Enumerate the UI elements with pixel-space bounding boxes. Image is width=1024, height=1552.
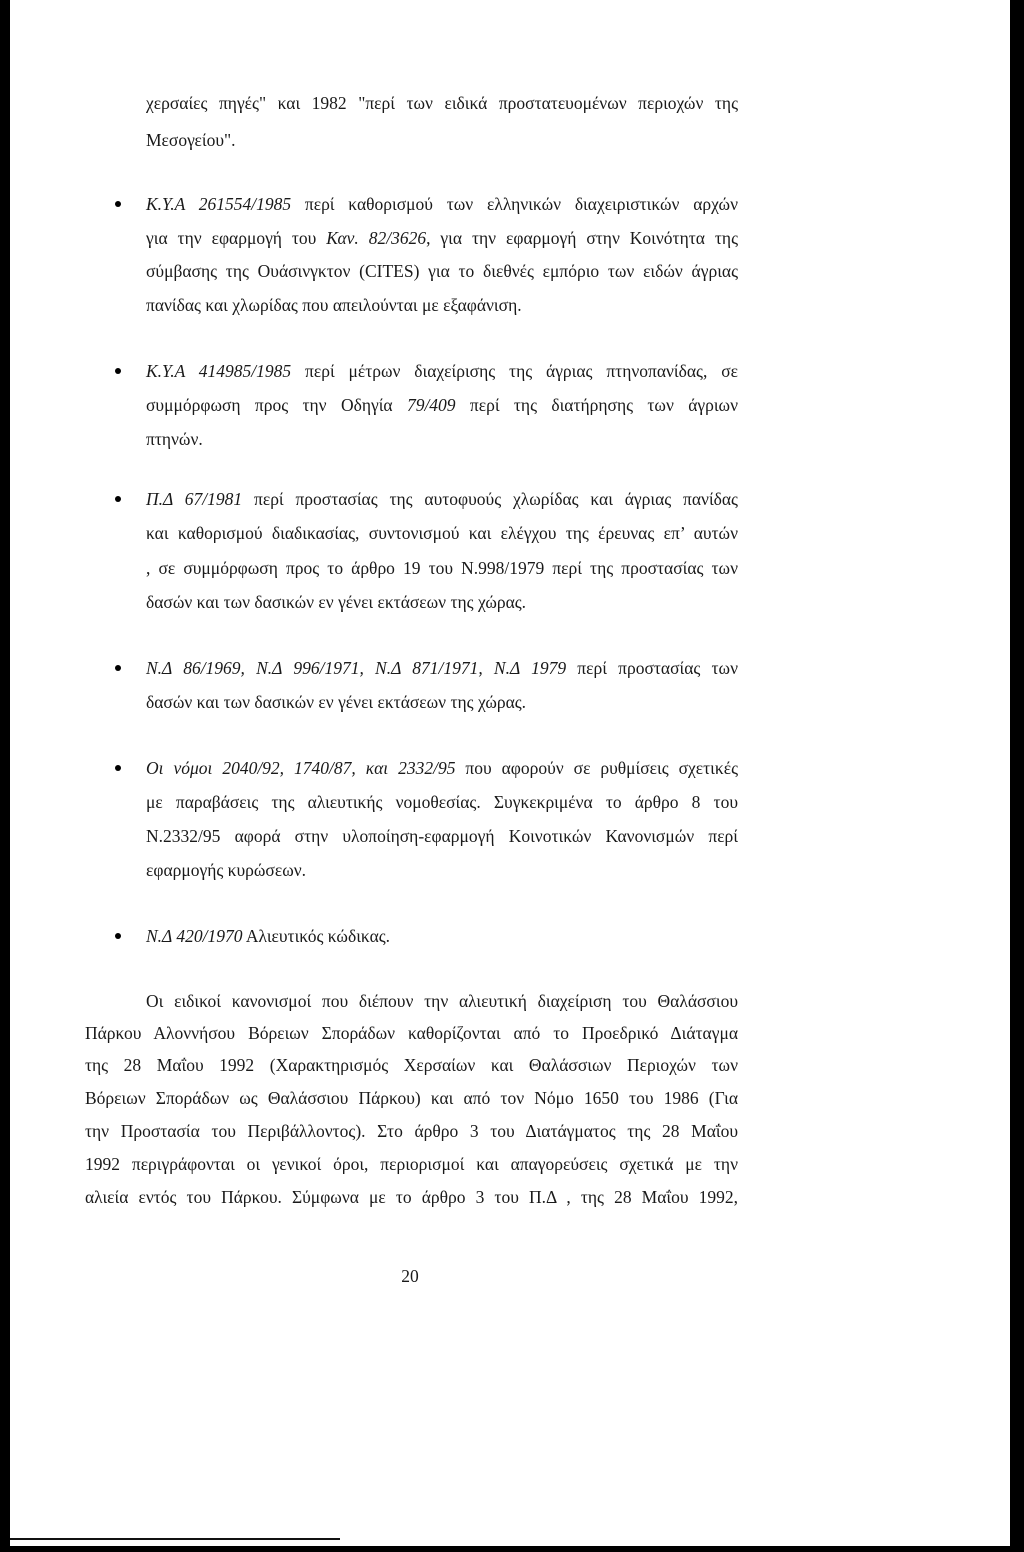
bullet-3-line-3: , σε συμμόρφωση προς το άρθρο 19 του Ν.998/1979 περί της προστασίας των	[146, 558, 738, 578]
bullet-5-line-4: εφαρμογής κυρώσεων.	[146, 860, 306, 880]
bullet-dot	[115, 201, 121, 207]
bullet-dot	[115, 765, 121, 771]
scan-border-left	[0, 0, 10, 1552]
continuation-line-2: Μεσογείου".	[146, 130, 236, 150]
continuation-line-1: χερσαίες πηγές" και 1982 "περί των ειδικά προστατευομένων περιοχών της	[146, 93, 738, 113]
bullet-dot	[115, 665, 121, 671]
paragraph-line-7: αλιεία εντός του Πάρκου. Σύμφωνα με το άρθρο 3 του Π.Δ , της 28 Μαΐου 1992,	[85, 1187, 738, 1207]
bullet-dot	[115, 496, 121, 502]
bullet-5-line-1: Οι νόμοι 2040/92, 1740/87, και 2332/95 που αφορούν σε ρυθμίσεις σχετικές	[146, 758, 738, 778]
bullet-3-line-1: Π.Δ 67/1981 περί προστασίας της αυτοφυούς χλωρίδας και άγριας πανίδας	[146, 489, 738, 509]
paragraph-line-6: 1992 περιγράφονται οι γενικοί όροι, περιορισμοί και απαγορεύσεις σχετικά με την	[85, 1154, 738, 1174]
bullet-4-line-2: δασών και των δασικών εν γένει εκτάσεων της χώρας.	[146, 692, 527, 712]
paragraph-line-4: Βόρειων Σποράδων ως Θαλάσσιου Πάρκου) και από τον Νόμο 1650 του 1986 (Για	[85, 1088, 738, 1108]
bullet-3-line-2: και καθορισμού διαδικασίας, συντονισμού και ελέγχου της έρευνας επ’ αυτών	[146, 523, 738, 543]
bullet-6-line-1: Ν.Δ 420/1970 Αλιευτικός κώδικας.	[146, 926, 391, 946]
bullet-1-line-3: σύμβασης της Ουάσινγκτον (CITES) για το διεθνές εμπόριο των ειδών άγριας	[146, 261, 738, 281]
bullet-2-line-1: Κ.Υ.Α 414985/1985 περί μέτρων διαχείρισης της άγριας πτηνοπανίδας, σε	[146, 361, 738, 381]
bullet-2-line-2: συμμόρφωση προς την Οδηγία 79/409 περί της διατήρησης των άγριων	[146, 395, 738, 415]
paragraph-line-2: Πάρκου Αλοννήσου Βόρειων Σποράδων καθορίζονται από το Προεδρικό Διάταγμα	[85, 1023, 738, 1043]
bullet-1-line-4: πανίδας και χλωρίδας που απειλούνται με εξαφάνιση.	[146, 295, 522, 315]
scan-border-right	[1010, 0, 1024, 1552]
paragraph-line-3: της 28 Μαΐου 1992 (Χαρακτηρισμός Χερσαίων και Θαλάσσιων Περιοχών των	[85, 1055, 738, 1075]
bullet-1-line-2: για την εφαρμογή του Καν. 82/3626, για την εφαρμογή στην Κοινότητα της	[146, 228, 738, 248]
footer-rule	[10, 1538, 340, 1540]
paragraph-line-5: την Προστασία του Περιβάλλοντος). Στο άρθρο 3 του Διατάγματος της 28 Μαΐου	[85, 1121, 738, 1141]
paragraph-line-1: Οι ειδικοί κανονισμοί που διέπουν την αλιευτική διαχείριση του Θαλάσσιου	[146, 991, 738, 1011]
bullet-3-line-4: δασών και των δασικών εν γένει εκτάσεων της χώρας.	[146, 592, 527, 612]
bullet-dot	[115, 933, 121, 939]
bullet-5-line-3: Ν.2332/95 αφορά στην υλοποίηση-εφαρμογή Κοινοτικών Κανονισμών περί	[146, 826, 738, 846]
bullet-4-line-1: Ν.Δ 86/1969, Ν.Δ 996/1971, Ν.Δ 871/1971, Ν.Δ 1979 περί προστασίας των	[146, 658, 738, 678]
page-number: 20	[401, 1266, 419, 1286]
bullet-2-line-3: πτηνών.	[146, 429, 203, 449]
bullet-5-line-2: με παραβάσεις της αλιευτικής νομοθεσίας. Συγκεκριμένα το άρθρο 8 του	[146, 792, 738, 812]
bullet-dot	[115, 368, 121, 374]
bullet-1-line-1: Κ.Υ.Α 261554/1985 περί καθορισμού των ελληνικών διαχειριστικών αρχών	[146, 194, 738, 214]
scan-border-bottom	[0, 1546, 1024, 1552]
